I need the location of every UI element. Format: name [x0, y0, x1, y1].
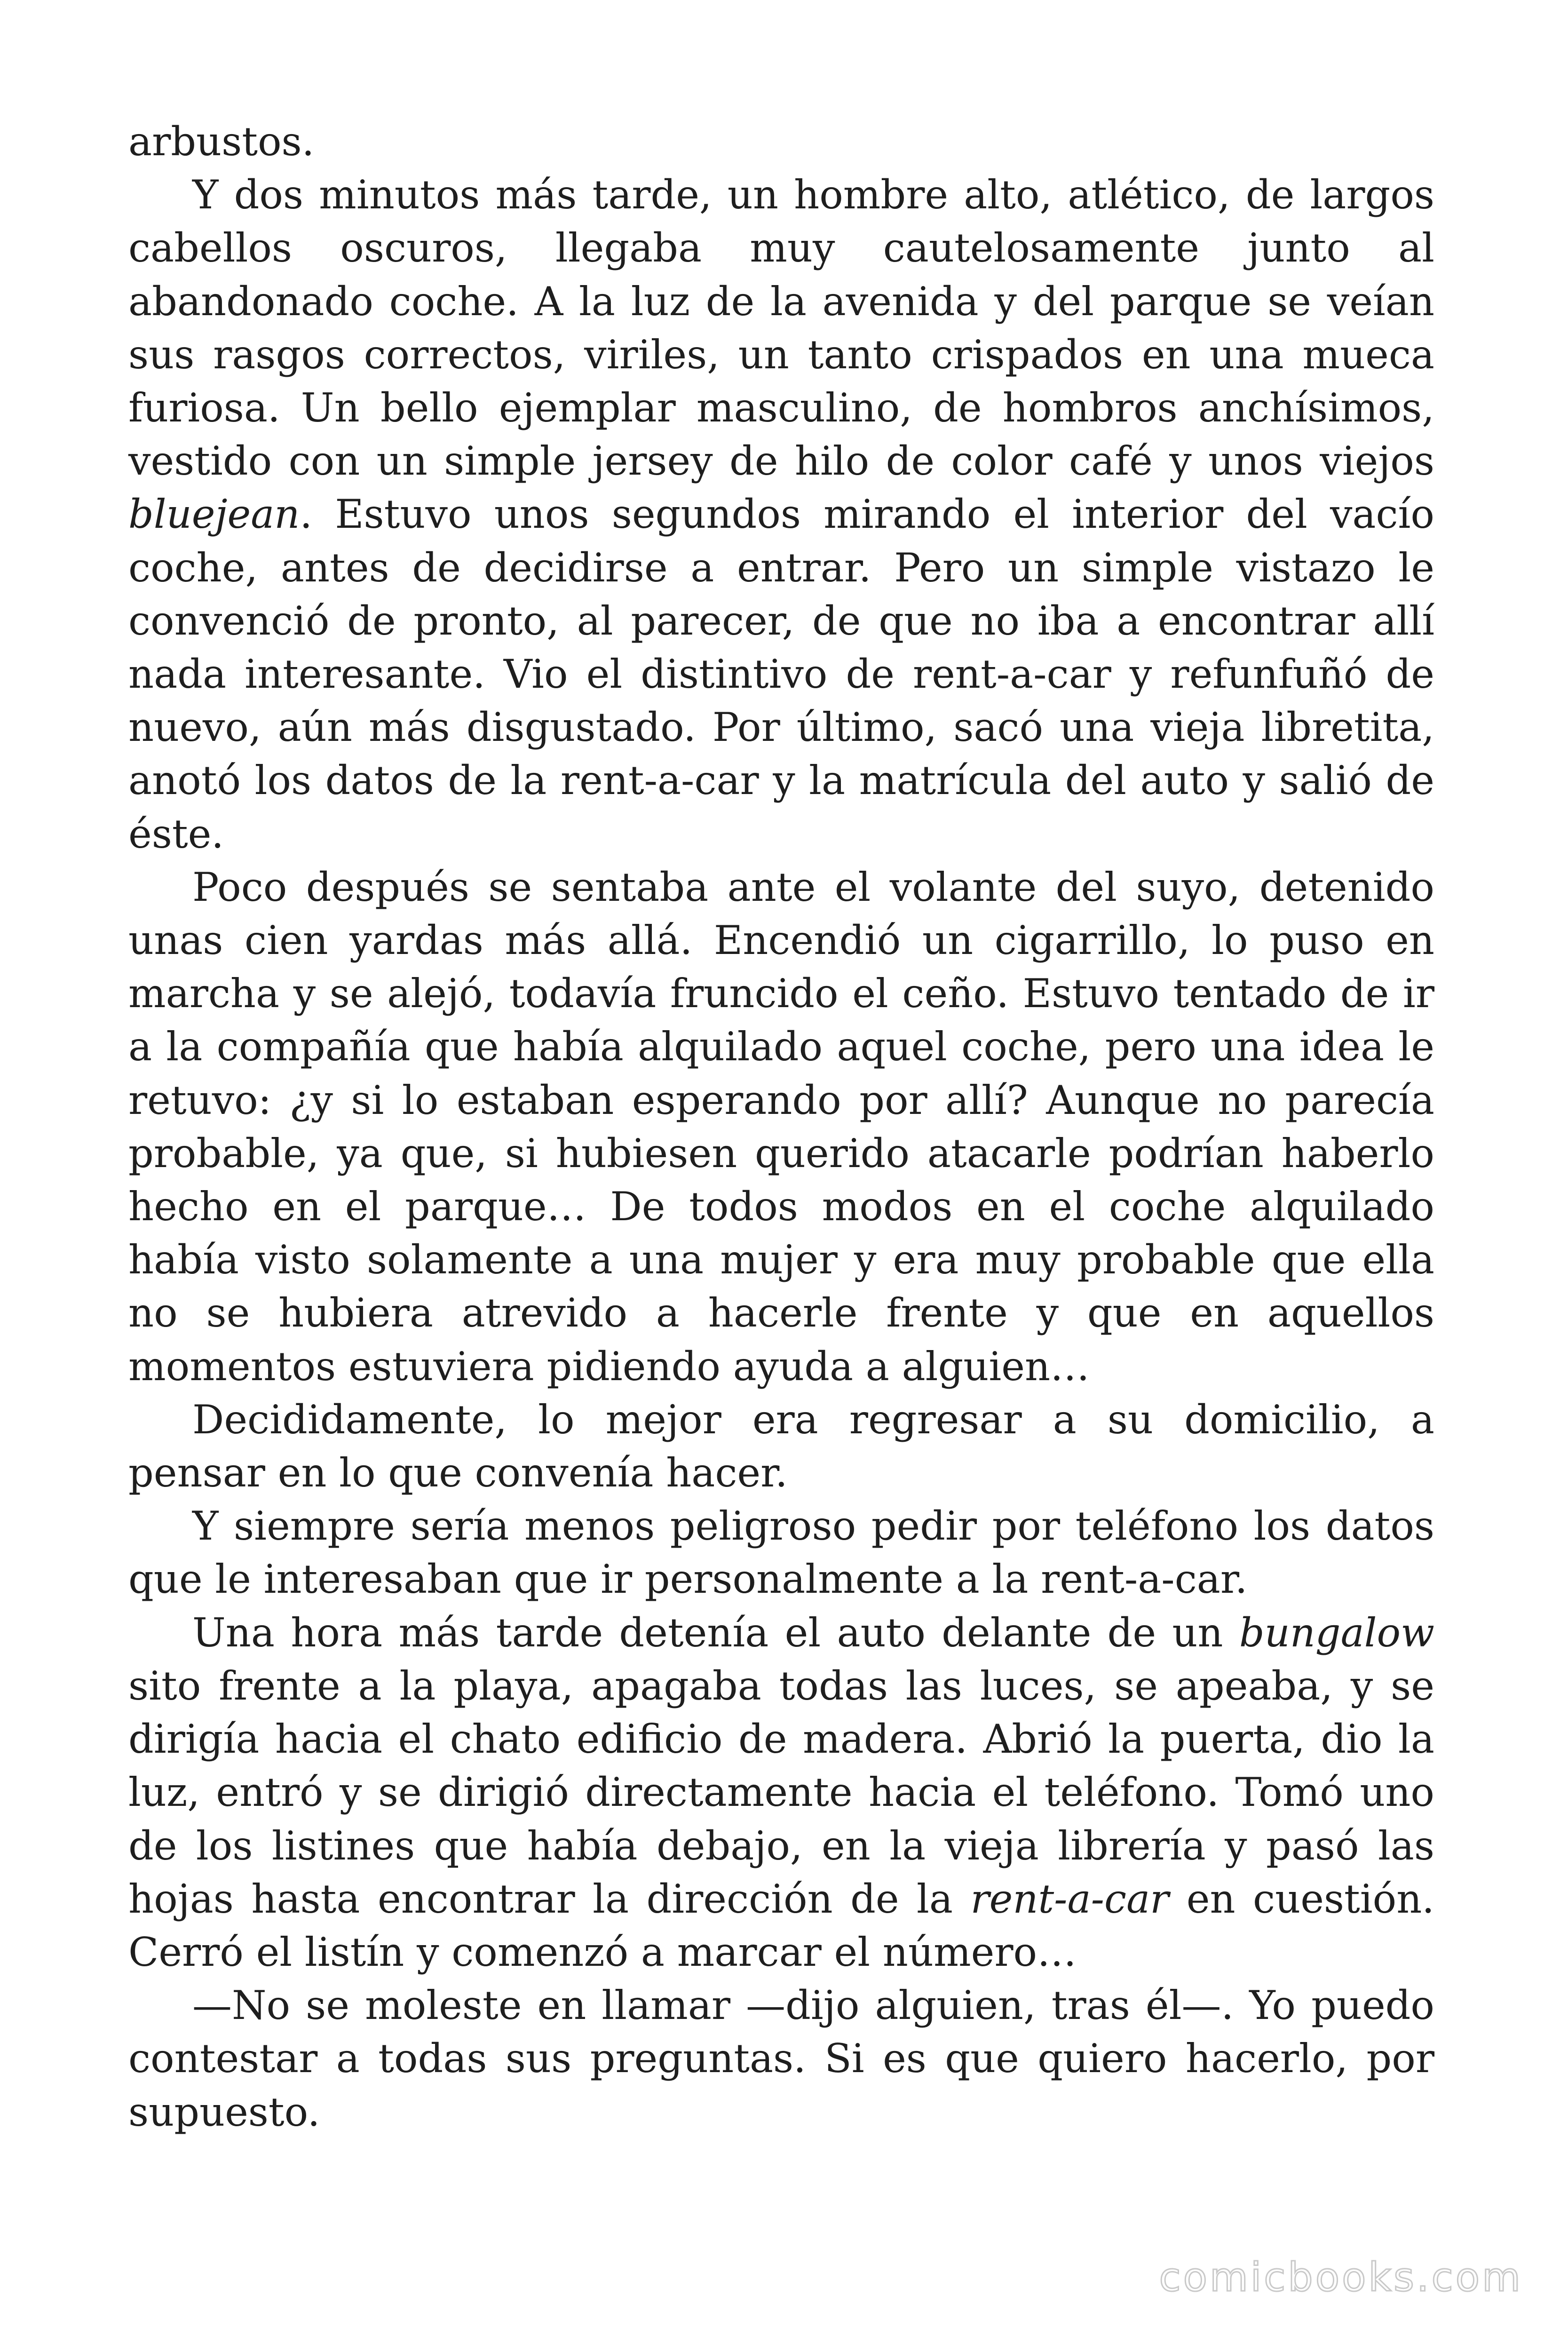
text-run: Una hora más tarde detenía el auto delante de un	[192, 1609, 1239, 1656]
italic-text: bluejean	[128, 491, 300, 538]
watermark: comicbooks.com	[1159, 2254, 1523, 2300]
text-run: Decididamente, lo mejor era regresar a su domicilio, a pensar en lo que convenía hacer.	[128, 1396, 1434, 1496]
text-run: sito frente a la playa, apagaba todas las luces, se apeaba, y se dirigía hacia el chato edificio de madera. Abrió la puerta, dio la luz, entró y se dirigió directamente hacia el teléfono. Tomó uno de los listines que había debajo, en la vieja librería y pasó las hojas hasta encontrar la dirección de la	[128, 1662, 1434, 1922]
italic-text: rent-a-car	[970, 1875, 1169, 1922]
page-text	[128, 115, 1434, 2139]
text-run: Y dos minutos más tarde, un hombre alto, atlético, de largos cabellos oscuros, llegaba muy cautelosamente junto al abandonado coche. A la luz de la avenida y del parque se veían sus rasgos correctos, viriles, un tanto crispados en una mueca furiosa. Un bello ejemplar masculino, de hombros anchísimos, vestido con un simple jersey de hilo de color café y unos viejos	[128, 172, 1434, 485]
paragraph	[128, 1393, 1434, 1500]
paragraph	[128, 168, 1434, 861]
italic-text: bungalow	[1239, 1609, 1434, 1656]
text-run: Y siempre sería menos peligroso pedir por teléfono los datos que le interesaban que ir personalmente a la rent-a-car.	[128, 1503, 1434, 1603]
text-run: Poco después se sentaba ante el volante del suyo, detenido unas cien yardas más allá. Encendió un cigarrillo, lo puso en marcha y se alejó, todavía fruncido el ceño. Estuvo tentado de ir a la compañía que había alquilado aquel coche, pero una idea le retuvo: ¿y si lo estaban esperando por allí? Aunque no parecía probable, ya que, si hubiesen querido atacarle podrían haberlo hecho en el parque… De todos modos en el coche alquilado había visto solamente a una mujer y era muy probable que ella no se hubiera atrevido a hacerle frente y que en aquellos momentos estuviera pidiendo ayuda a alguien…	[128, 864, 1434, 1390]
paragraph	[128, 115, 1434, 168]
paragraph	[128, 1606, 1434, 1979]
text-run: arbustos.	[128, 119, 315, 165]
paragraph	[128, 1979, 1434, 2139]
text-run: —No se moleste en llamar —dijo alguien, tras él—. Yo puedo contestar a todas sus preguntas. Si es que quiero hacerlo, por supuesto.	[128, 1982, 1434, 2135]
paragraph	[128, 1500, 1434, 1606]
paragraph	[128, 861, 1434, 1393]
text-run: . Estuvo unos segundos mirando el interior del vacío coche, antes de decidirse a entrar. Pero un simple vistazo le convenció de pronto, al parecer, de que no iba a encontrar allí nada interesante. Vio el distintivo de rent-a-car y refunfuñó de nuevo, aún más disgustado. Por último, sacó una vieja libretita, anotó los datos de la rent-a-car y la matrícula del auto y salió de éste.	[128, 491, 1434, 857]
text-run: en cuestión. Cerró el listín y comenzó a marcar el número…	[128, 1875, 1435, 1975]
